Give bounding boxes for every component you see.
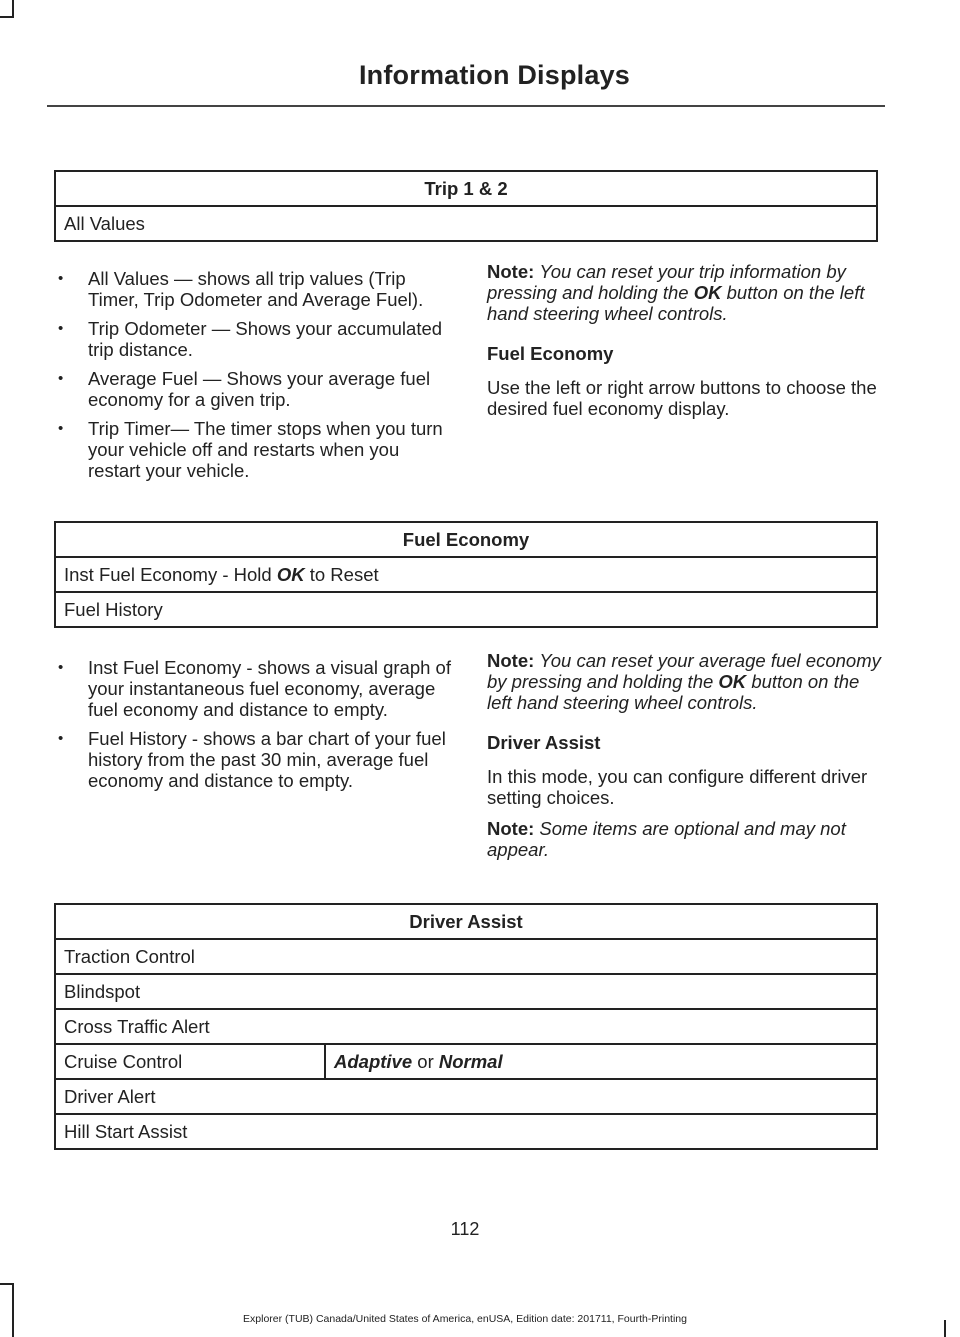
note-label: Note: <box>487 818 535 839</box>
list-item: • Trip Odometer — Shows your accumulated trip distance. <box>54 318 454 360</box>
driver-assist-heading: Driver Assist <box>487 732 601 753</box>
cruise-or: or <box>417 1050 434 1072</box>
table-cell-cruise-label: Cruise Control <box>55 1044 325 1079</box>
ok-button-reference: OK <box>693 282 722 303</box>
crop-mark-bottom-left <box>0 1283 14 1285</box>
list-item: • Average Fuel — Shows your average fuel economy for a given trip. <box>54 368 454 410</box>
table-row <box>55 557 877 592</box>
note-text: You can reset your trip information by pressing and holding the <box>487 261 846 303</box>
fuel-economy-body: Use the left or right arrow buttons to choose the desired fuel economy display. <box>487 377 877 419</box>
driver-assist-body: In this mode, you can configure different driver setting choices. <box>487 766 868 808</box>
table-cell-cruise-options <box>325 1044 877 1079</box>
fuel-right-column <box>487 650 882 860</box>
page-footer: Explorer (TUB) Canada/United States of America, enUSA, Edition date: 201711, Fourth-Printing <box>243 1313 687 1325</box>
list-item: • All Values — shows all trip values (Trip Timer, Trip Odometer and Average Fuel). <box>54 268 454 310</box>
crop-mark-bottom-right <box>944 1320 946 1337</box>
table-row: Traction Control <box>55 939 877 974</box>
trip-table <box>54 170 878 242</box>
ok-button-reference: OK <box>276 563 305 585</box>
cruise-option: Normal <box>438 1050 503 1072</box>
driver-note <box>487 818 882 860</box>
row-text: to Reset <box>309 563 379 585</box>
note-text: button on the left hand steering wheel controls. <box>487 671 860 713</box>
list-item: • Fuel History - shows a bar chart of your fuel history from the past 30 min, average fuel economy and distance to empty. <box>54 728 454 791</box>
table-row: Blindspot <box>55 974 877 1009</box>
fuel-bullet-list <box>54 657 454 799</box>
page-number: 112 <box>450 1219 480 1239</box>
driver-assist-table <box>54 903 878 1150</box>
table-row: Cross Traffic Alert <box>55 1009 877 1044</box>
fuel-economy-heading: Fuel Economy <box>487 343 614 364</box>
trip-bullet-list <box>54 268 454 489</box>
note-label: Note: <box>487 261 535 282</box>
cruise-option: Adaptive <box>334 1050 413 1072</box>
ok-button-reference: OK <box>718 671 747 692</box>
header-rule <box>47 105 885 107</box>
trip-table-row: All Values <box>55 206 877 241</box>
crop-mark-bottom-left <box>12 1283 14 1337</box>
row-text: Inst Fuel Economy - Hold <box>64 563 272 585</box>
crop-mark-top-left <box>0 16 14 18</box>
trip-table-header: Trip 1 & 2 <box>55 171 877 206</box>
fuel-economy-table <box>54 521 878 628</box>
table-row: Driver Alert <box>55 1079 877 1114</box>
fuel-table-header: Fuel Economy <box>55 522 877 557</box>
list-item: • Inst Fuel Economy - shows a visual graph of your instantaneous fuel economy, average fuel economy and distance to empty. <box>54 657 454 720</box>
note-text: Some items are optional and may not appear. <box>487 818 846 860</box>
note-label: Note: <box>487 650 535 671</box>
table-row: Fuel History <box>55 592 877 627</box>
trip-note <box>487 261 882 324</box>
driver-table-header: Driver Assist <box>55 904 877 939</box>
page-title: Information Displays <box>358 60 630 90</box>
fuel-note <box>487 650 882 713</box>
list-item: • Trip Timer— The timer stops when you turn your vehicle off and restarts when you restart your vehicle. <box>54 418 454 481</box>
table-row: Hill Start Assist <box>55 1114 877 1149</box>
note-text: button on the left hand steering wheel controls. <box>487 282 865 324</box>
trip-right-column <box>487 261 882 419</box>
note-text: You can reset your average fuel economy by pressing and holding the <box>487 650 881 692</box>
